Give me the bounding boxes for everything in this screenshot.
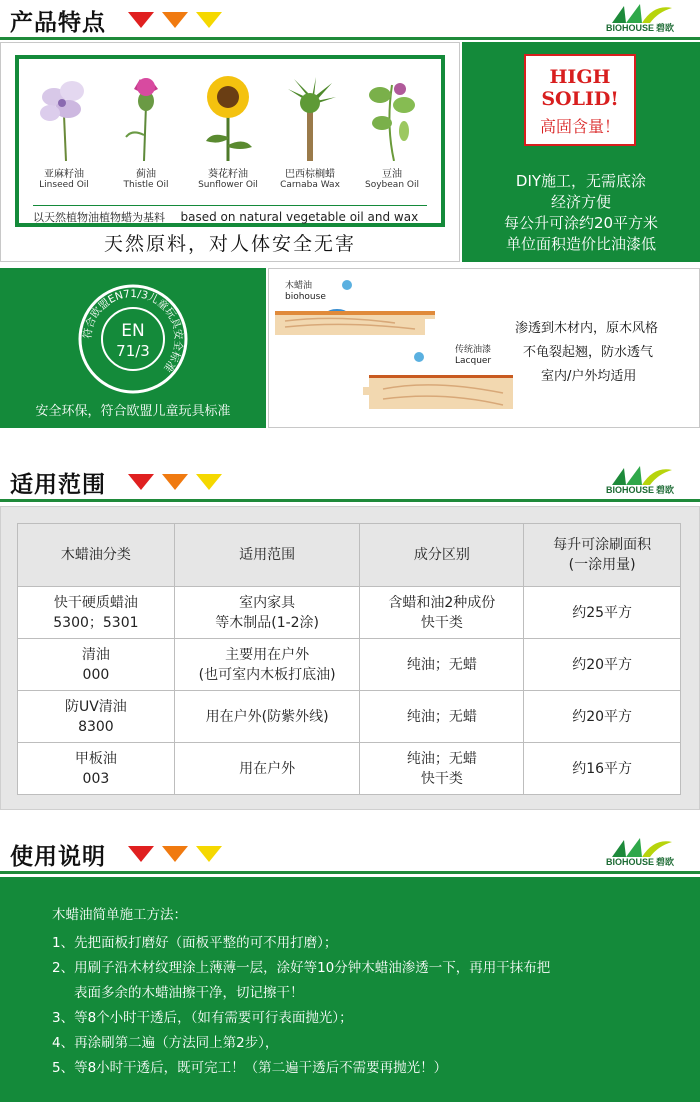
eu-caption: 安全环保，符合欧盟儿童玩具标准 [35, 404, 231, 419]
plant-name-cn: 蓟油 [136, 169, 156, 180]
wax-board-diagram [275, 275, 435, 335]
red-triangle-icon [128, 846, 154, 862]
soybean-plant-icon [364, 75, 420, 161]
table-cell: 纯油；无蜡 [360, 639, 524, 691]
section-header-usage [0, 834, 700, 874]
orange-triangle-icon [162, 846, 188, 862]
eu-standard-panel [0, 268, 266, 428]
header-divider [0, 37, 700, 40]
plant-item-thistle [107, 75, 185, 190]
seal-ring-text: 符合欧盟EN71/3儿童玩具安全标准 [81, 287, 185, 374]
thistle-flower-icon [118, 75, 174, 161]
plant-frame [15, 55, 445, 227]
plant-frame-divider [33, 205, 427, 206]
usage-title: 木蜡油简单施工方法： [52, 907, 187, 923]
plant-name-en: Sunflower Oil [198, 180, 258, 190]
table-row [18, 587, 681, 639]
plant-item-sunflower [189, 75, 267, 190]
usage-panel [0, 877, 700, 1102]
diy-line: 经济方便 [550, 193, 611, 211]
high-solid-panel [462, 42, 700, 262]
penetrate-line: 渗透到木材内，原木风格 [515, 321, 659, 336]
base-caption-cn: 以天然植物油植物蜡为基料 [33, 211, 165, 224]
table-cell: 约20平方 [524, 691, 681, 743]
plant-item-linseed [25, 75, 103, 190]
biohouse-logo [606, 464, 686, 496]
plant-item-palm [271, 75, 349, 190]
red-triangle-icon [128, 12, 154, 28]
scope-table [17, 523, 681, 795]
brand-name: BIOHOUSE [606, 485, 655, 495]
plant-name-en: Linseed Oil [39, 180, 89, 190]
red-triangle-icon [128, 474, 154, 490]
high-solid-badge [524, 54, 636, 146]
diy-line: 单位面积造价比油漆低 [505, 235, 656, 253]
palm-tree-icon [282, 75, 338, 161]
table-cell: 防UV清油 8300 [18, 691, 175, 743]
section-title: 适用范围 [10, 471, 106, 498]
orange-triangle-icon [162, 474, 188, 490]
plant-name-en: Soybean Oil [365, 180, 419, 190]
base-caption-en: based on natural vegetable oil and wax [180, 210, 419, 224]
linseed-flower-icon [36, 75, 92, 161]
plant-name-en: Thistle Oil [123, 180, 169, 190]
usage-step: 表面多余的木蜡油擦干净，切记擦干！ [74, 985, 304, 1001]
brand-name-cn: 碧欧 [656, 23, 675, 33]
table-cell: 约16平方 [524, 743, 681, 795]
table-row [18, 639, 681, 691]
diy-line: DIY施工，无需底涂 [515, 172, 647, 190]
high-solid-text: SOLID! [541, 88, 619, 110]
base-caption [33, 209, 433, 225]
table-header: 木蜡油分类 [18, 524, 175, 587]
biohouse-logo [606, 836, 686, 868]
section-header-scope [0, 462, 700, 502]
orange-triangle-icon [162, 12, 188, 28]
table-header: 适用范围 [174, 524, 360, 587]
table-row [18, 691, 681, 743]
yellow-triangle-icon [196, 474, 222, 490]
usage-step: 3、等8个小时干透后，（如有需要可行表面抛光）； [52, 1010, 353, 1026]
table-header: 每升可涂刷面积 (一涂用量) [524, 524, 681, 587]
lacquer-board-diagram [363, 349, 523, 419]
seal-center-text: 71/3 [116, 342, 150, 360]
table-cell: 甲板油 003 [18, 743, 175, 795]
penetrate-line: 不龟裂起翘，防水透气 [523, 345, 654, 360]
table-cell: 用在户外(防紫外线) [174, 691, 360, 743]
table-cell: 纯油；无蜡 [360, 691, 524, 743]
yellow-triangle-icon [196, 12, 222, 28]
plant-name-en: Carnaba Wax [280, 180, 340, 190]
brand-name-cn: 碧欧 [656, 857, 675, 867]
lacquer-label-en: Lacquer [455, 356, 492, 366]
usage-step: 4、再涂刷第二遍（方法同上第2步）， [52, 1035, 279, 1051]
high-solid-text: HIGH [549, 66, 611, 88]
brand-name: BIOHOUSE [606, 23, 655, 33]
table-header-row [18, 524, 681, 587]
table-cell: 纯油；无蜡 快干类 [360, 743, 524, 795]
table-cell: 清油 000 [18, 639, 175, 691]
biohouse-logo [606, 2, 686, 34]
table-cell: 快干硬质蜡油 5300；5301 [18, 587, 175, 639]
table-header: 成分区别 [360, 524, 524, 587]
lacquer-label-cn: 传统油漆 [455, 345, 492, 355]
plant-name-cn: 葵花籽油 [208, 169, 248, 180]
section-title: 使用说明 [10, 843, 106, 870]
yellow-triangle-icon [196, 846, 222, 862]
penetrate-line: 室内/户外均适用 [541, 369, 637, 384]
table-cell: 室内家具 等木制品(1-2涂) [174, 587, 360, 639]
plant-item-soybean [353, 75, 431, 190]
usage-step: 5、等8小时干透后，既可完工！（第二遍干透后不需要再抛光！） [52, 1060, 448, 1076]
wax-label-cn: 木蜡油 [285, 281, 313, 291]
diy-line: 每公升可涂约20平方米 [503, 214, 659, 232]
wax-label-en: biohouse [285, 292, 326, 302]
brand-name: BIOHOUSE [606, 857, 655, 867]
usage-step: 2、用刷子沿木材纹理涂上薄薄一层，涂好等10分钟木蜡油渗透一下，再用干抹布把 [52, 960, 551, 976]
header-divider [0, 871, 700, 874]
en71-seal [78, 284, 188, 394]
section-header-features [0, 0, 700, 40]
section-title: 产品特点 [10, 9, 106, 36]
table-cell: 约20平方 [524, 639, 681, 691]
plant-name-cn: 亚麻籽油 [44, 169, 84, 180]
brand-name-cn: 碧欧 [656, 485, 675, 495]
en71-seal-icon [78, 284, 188, 394]
table-cell: 约25平方 [524, 587, 681, 639]
table-cell: 含蜡和油2种成份 快干类 [360, 587, 524, 639]
penetration-panel [268, 268, 700, 428]
header-divider [0, 499, 700, 502]
table-cell: 主要用在户外 (也可室内木板打底油) [174, 639, 360, 691]
slogan: 天然原料，对人体安全无害 [103, 233, 356, 255]
plant-name-cn: 豆油 [382, 169, 402, 180]
sunflower-icon [200, 75, 256, 161]
seal-center-text: EN [121, 321, 145, 341]
usage-step: 1、先把面板打磨好（面板平整的可不用打磨）； [52, 935, 338, 951]
natural-materials-panel [0, 42, 460, 262]
table-cell: 用在户外 [174, 743, 360, 795]
plant-name-cn: 巴西棕榈蜡 [285, 169, 335, 180]
high-solid-cn: 高固含量！ [539, 117, 620, 136]
table-row [18, 743, 681, 795]
